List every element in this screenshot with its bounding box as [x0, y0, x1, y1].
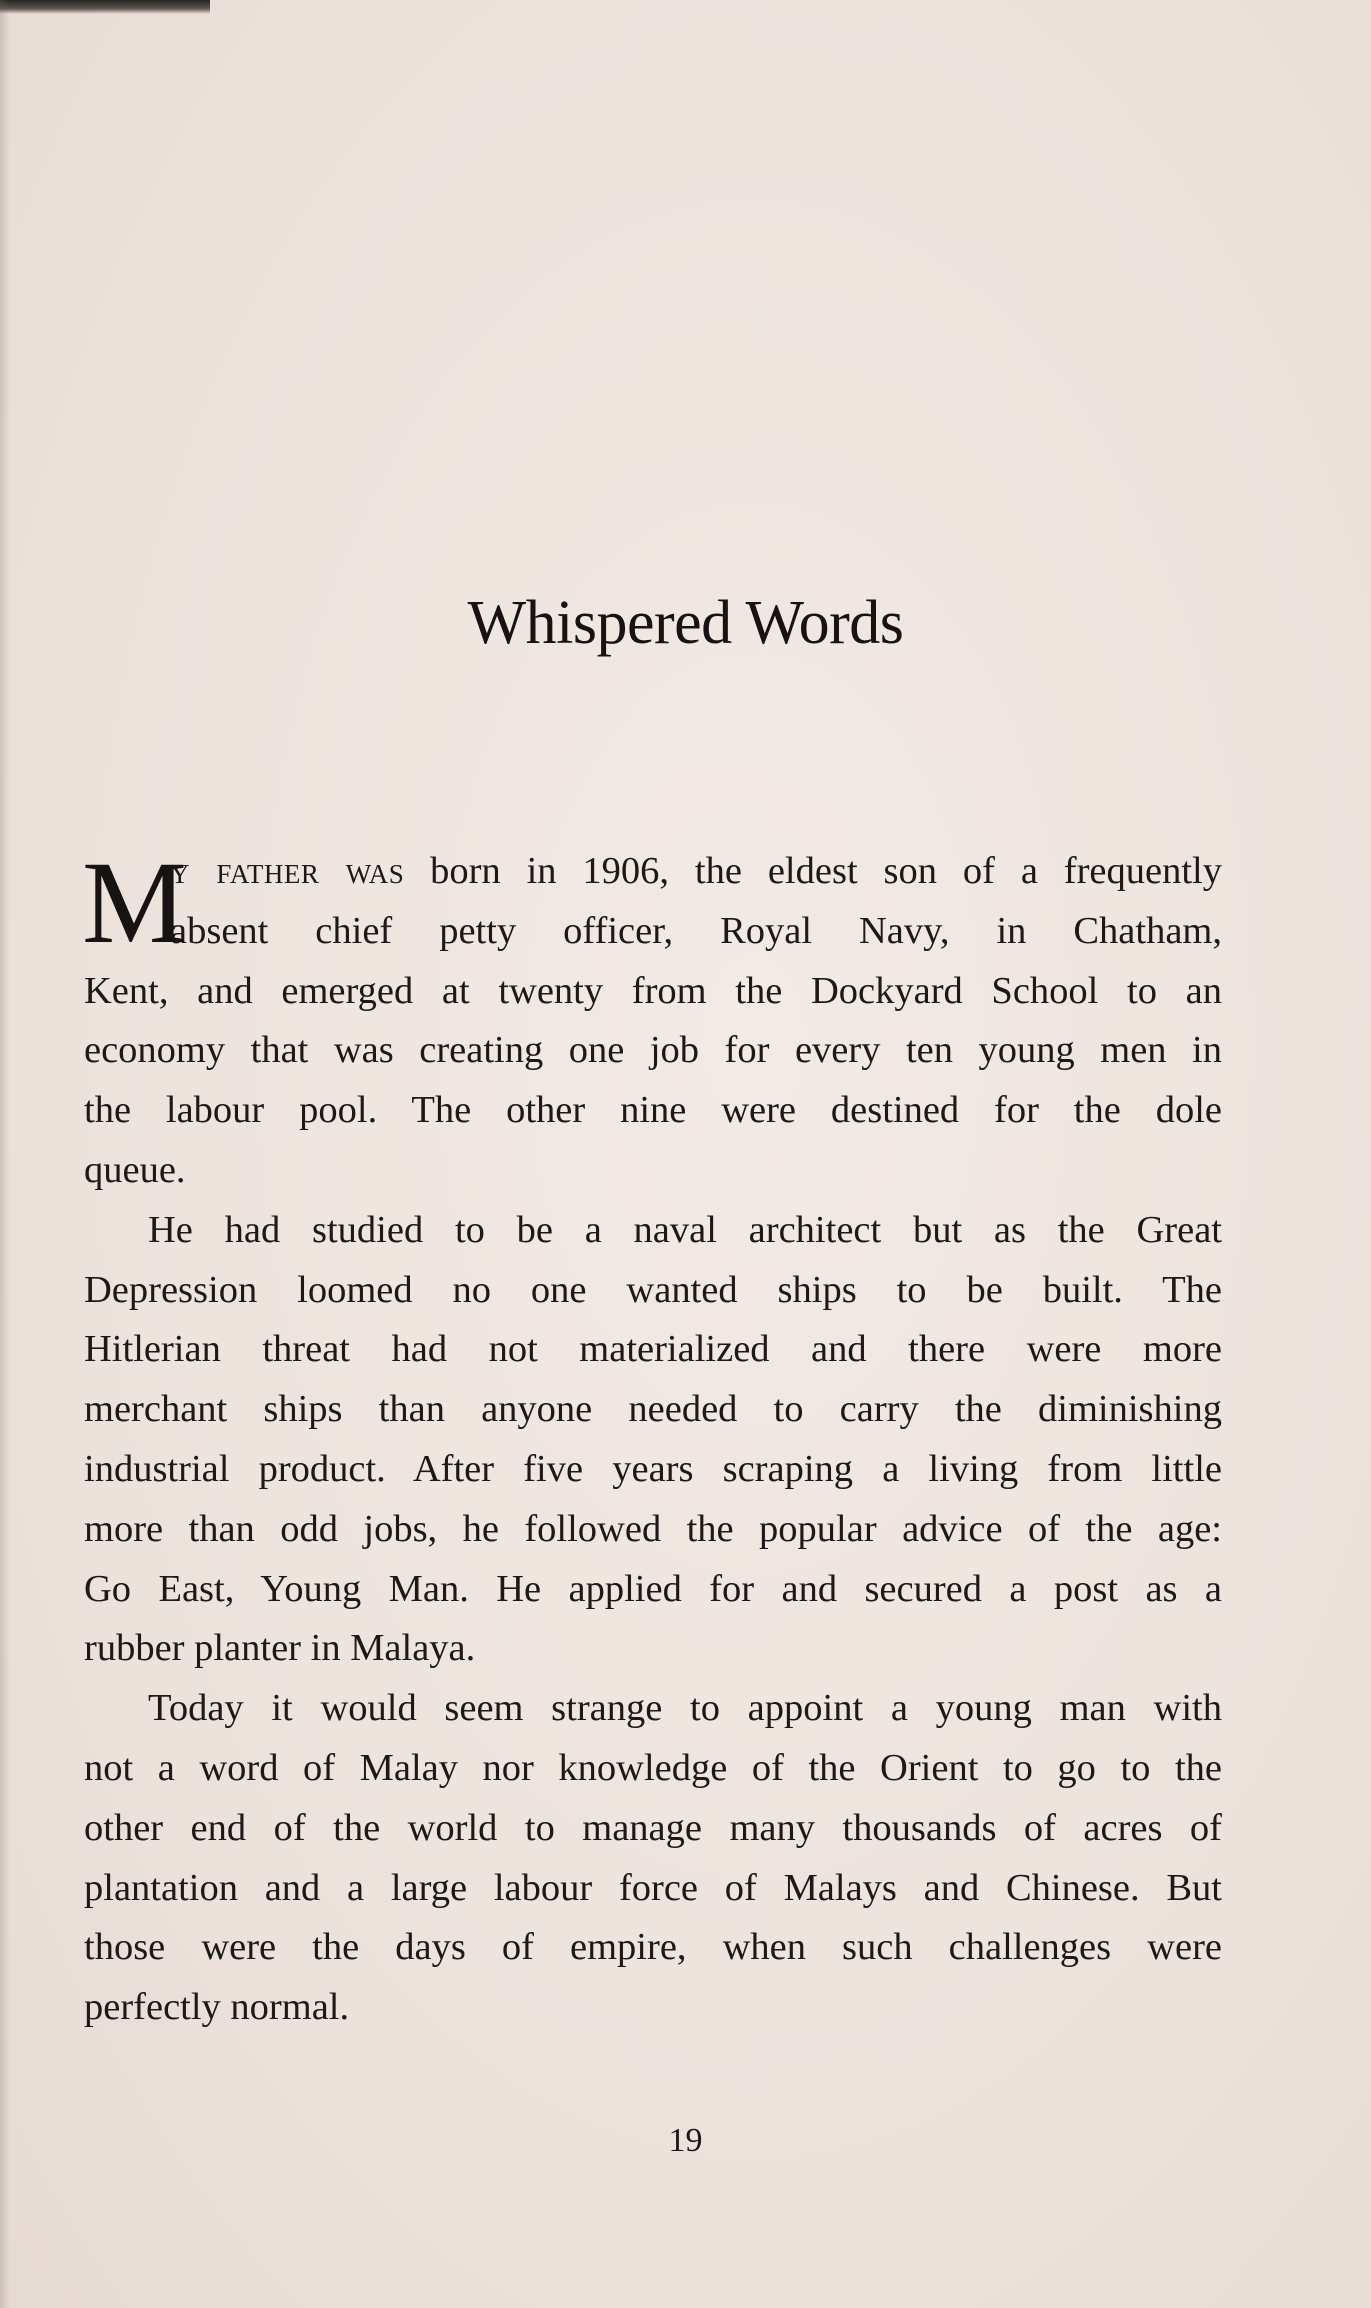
text-line: the labour pool. The other nine were destined for the dole — [84, 1089, 1222, 1132]
chapter-body — [82, 837, 1223, 2038]
text-line: Go East, Young Man. He applied for and secured a post as a — [84, 1567, 1222, 1610]
page-edge-shadow — [0, 0, 210, 14]
page-number: 19 — [668, 2122, 703, 2159]
text-line: those were the days of empire, when such challenges were — [84, 1926, 1222, 1969]
paragraph — [84, 1201, 1222, 1679]
text-line: more than odd jobs, he followed the popular advice of the age: — [84, 1507, 1222, 1550]
text-line: plantation and a large labour force of Malays and Chinese. But — [84, 1866, 1222, 1909]
text-line: rubber planter in Malaya. — [84, 1627, 476, 1670]
line-text: born in 1906, the eldest son of a frequently — [404, 850, 1223, 892]
paragraph — [84, 1679, 1222, 2038]
text-line: perfectly normal. — [84, 1986, 350, 2029]
text-line: industrial product. After five years scraping a living from little — [84, 1447, 1222, 1490]
small-caps-lead: y father was — [170, 850, 405, 892]
text-line: absent chief petty officer, Royal Navy, in Chatham, — [170, 909, 1222, 952]
text-line: Depression loomed no one wanted ships to be built. The — [84, 1268, 1222, 1311]
text-line: economy that was creating one job for every ten young men in — [84, 1029, 1222, 1072]
drop-cap: M — [82, 837, 187, 968]
text-line: Hitlerian threat had not materialized and there were more — [84, 1328, 1222, 1371]
text-line: queue. — [84, 1148, 186, 1191]
page-gutter-shadow — [0, 0, 10, 2308]
text-line: Kent, and emerged at twenty from the Dockyard School to an — [84, 969, 1222, 1012]
opening-paragraph — [82, 837, 1223, 1201]
text-line: other end of the world to manage many thousands of acres of — [84, 1806, 1222, 1849]
text-line: He had studied to be a naval architect but as the Great — [148, 1208, 1222, 1251]
chapter-title: Whispered Words — [467, 589, 904, 657]
text-line — [84, 842, 1222, 902]
text-line: merchant ships than anyone needed to carry the diminishing — [84, 1388, 1222, 1431]
text-line: not a word of Malay nor knowledge of the Orient to go to the — [84, 1746, 1222, 1789]
text-line: Today it would seem strange to appoint a young man with — [148, 1687, 1222, 1730]
